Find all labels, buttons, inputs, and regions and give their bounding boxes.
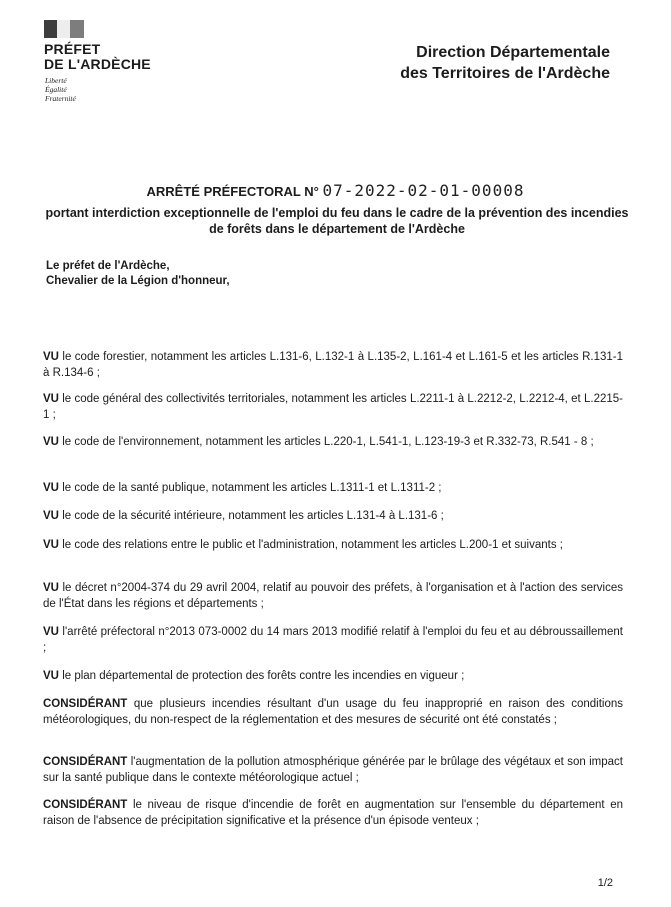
arrete-title [0,181,671,200]
arrete-number: 07-2022-02-01-00008 [322,181,525,200]
prefecture-name: PRÉFET DE L'ARDÈCHE [44,41,151,72]
vu-paragraph: VU l'arrêté préfectoral n°2013 073-0002 du 14 mars 2013 modifié relatif à l'emploi du feu et au débroussaillement ; [43,626,623,654]
vu-paragraph: VU le code de la sécurité intérieure, notamment les articles L.131-4 à L.131-6 ; [43,510,444,522]
issuing-direction: Direction Départementale des Territoires de l'Ardèche [400,44,610,82]
republic-motto: Liberté Égalité Fraternité [45,76,76,103]
vu-paragraph: VU le décret n°2004-374 du 29 avril 2004, relatif au pouvoir des préfets, à l'organisation et à l'action des services de l'État dans les régions et départements ; [43,582,623,610]
arrete-label: ARRÊTÉ PRÉFECTORAL N° [146,184,319,199]
considerant-paragraph: CONSIDÉRANT le niveau de risque d'incendie de forêt en augmentation sur l'ensemble du département en raison de l'absence de précipitation significative et la présence d'un épisode venteux ; [43,799,623,827]
considerant-paragraph: CONSIDÉRANT que plusieurs incendies résultant d'un usage du feu inapproprié en raison des conditions météorologiques, du non-respect de la réglementation et des mesures de sécurité ont été constatés ; [43,698,623,726]
marianne-flag-icon [44,20,84,38]
prefet-title: Le préfet de l'Ardèche, [46,260,170,272]
vu-paragraph: VU le code de l'environnement, notamment les articles L.220-1, L.541-1, L.123-19-3 et R.332-73, R.541 - 8 ; [43,436,594,448]
vu-paragraph: VU le plan départemental de protection des forêts contre les incendies en vigueur ; [43,670,465,682]
considerant-paragraph: CONSIDÉRANT l'augmentation de la pollution atmosphérique générée par le brûlage des végétaux et son impact sur la santé publique dans le contexte météorologique actuel ; [43,756,623,784]
vu-paragraph: VU le code général des collectivités territoriales, notamment les articles L.2211-1 à L.2212-2, L.2212-4, et L.2215-1 ; [43,393,623,421]
prefet-block [46,259,230,289]
prefet-honour: Chevalier de la Légion d'honneur, [46,275,230,287]
vu-paragraph: VU le code forestier, notamment les articles L.131-6, L.132-1 à L.135-2, L.161-4 et L.161-5 et les articles R.131-1 à R.134-6 ; [43,351,623,379]
vu-paragraph: VU le code des relations entre le public et l'administration, notamment les articles L.200-1 et suivants ; [43,539,563,551]
arrete-subject: portant interdiction exceptionnelle de l'emploi du feu dans le cadre de la prévention des incendies de forêts dans le département de l'Ardèche [45,206,629,236]
page-number: 1/2 [597,877,613,889]
vu-paragraph: VU le code de la santé publique, notamment les articles L.1311-1 et L.1311-2 ; [43,482,442,494]
